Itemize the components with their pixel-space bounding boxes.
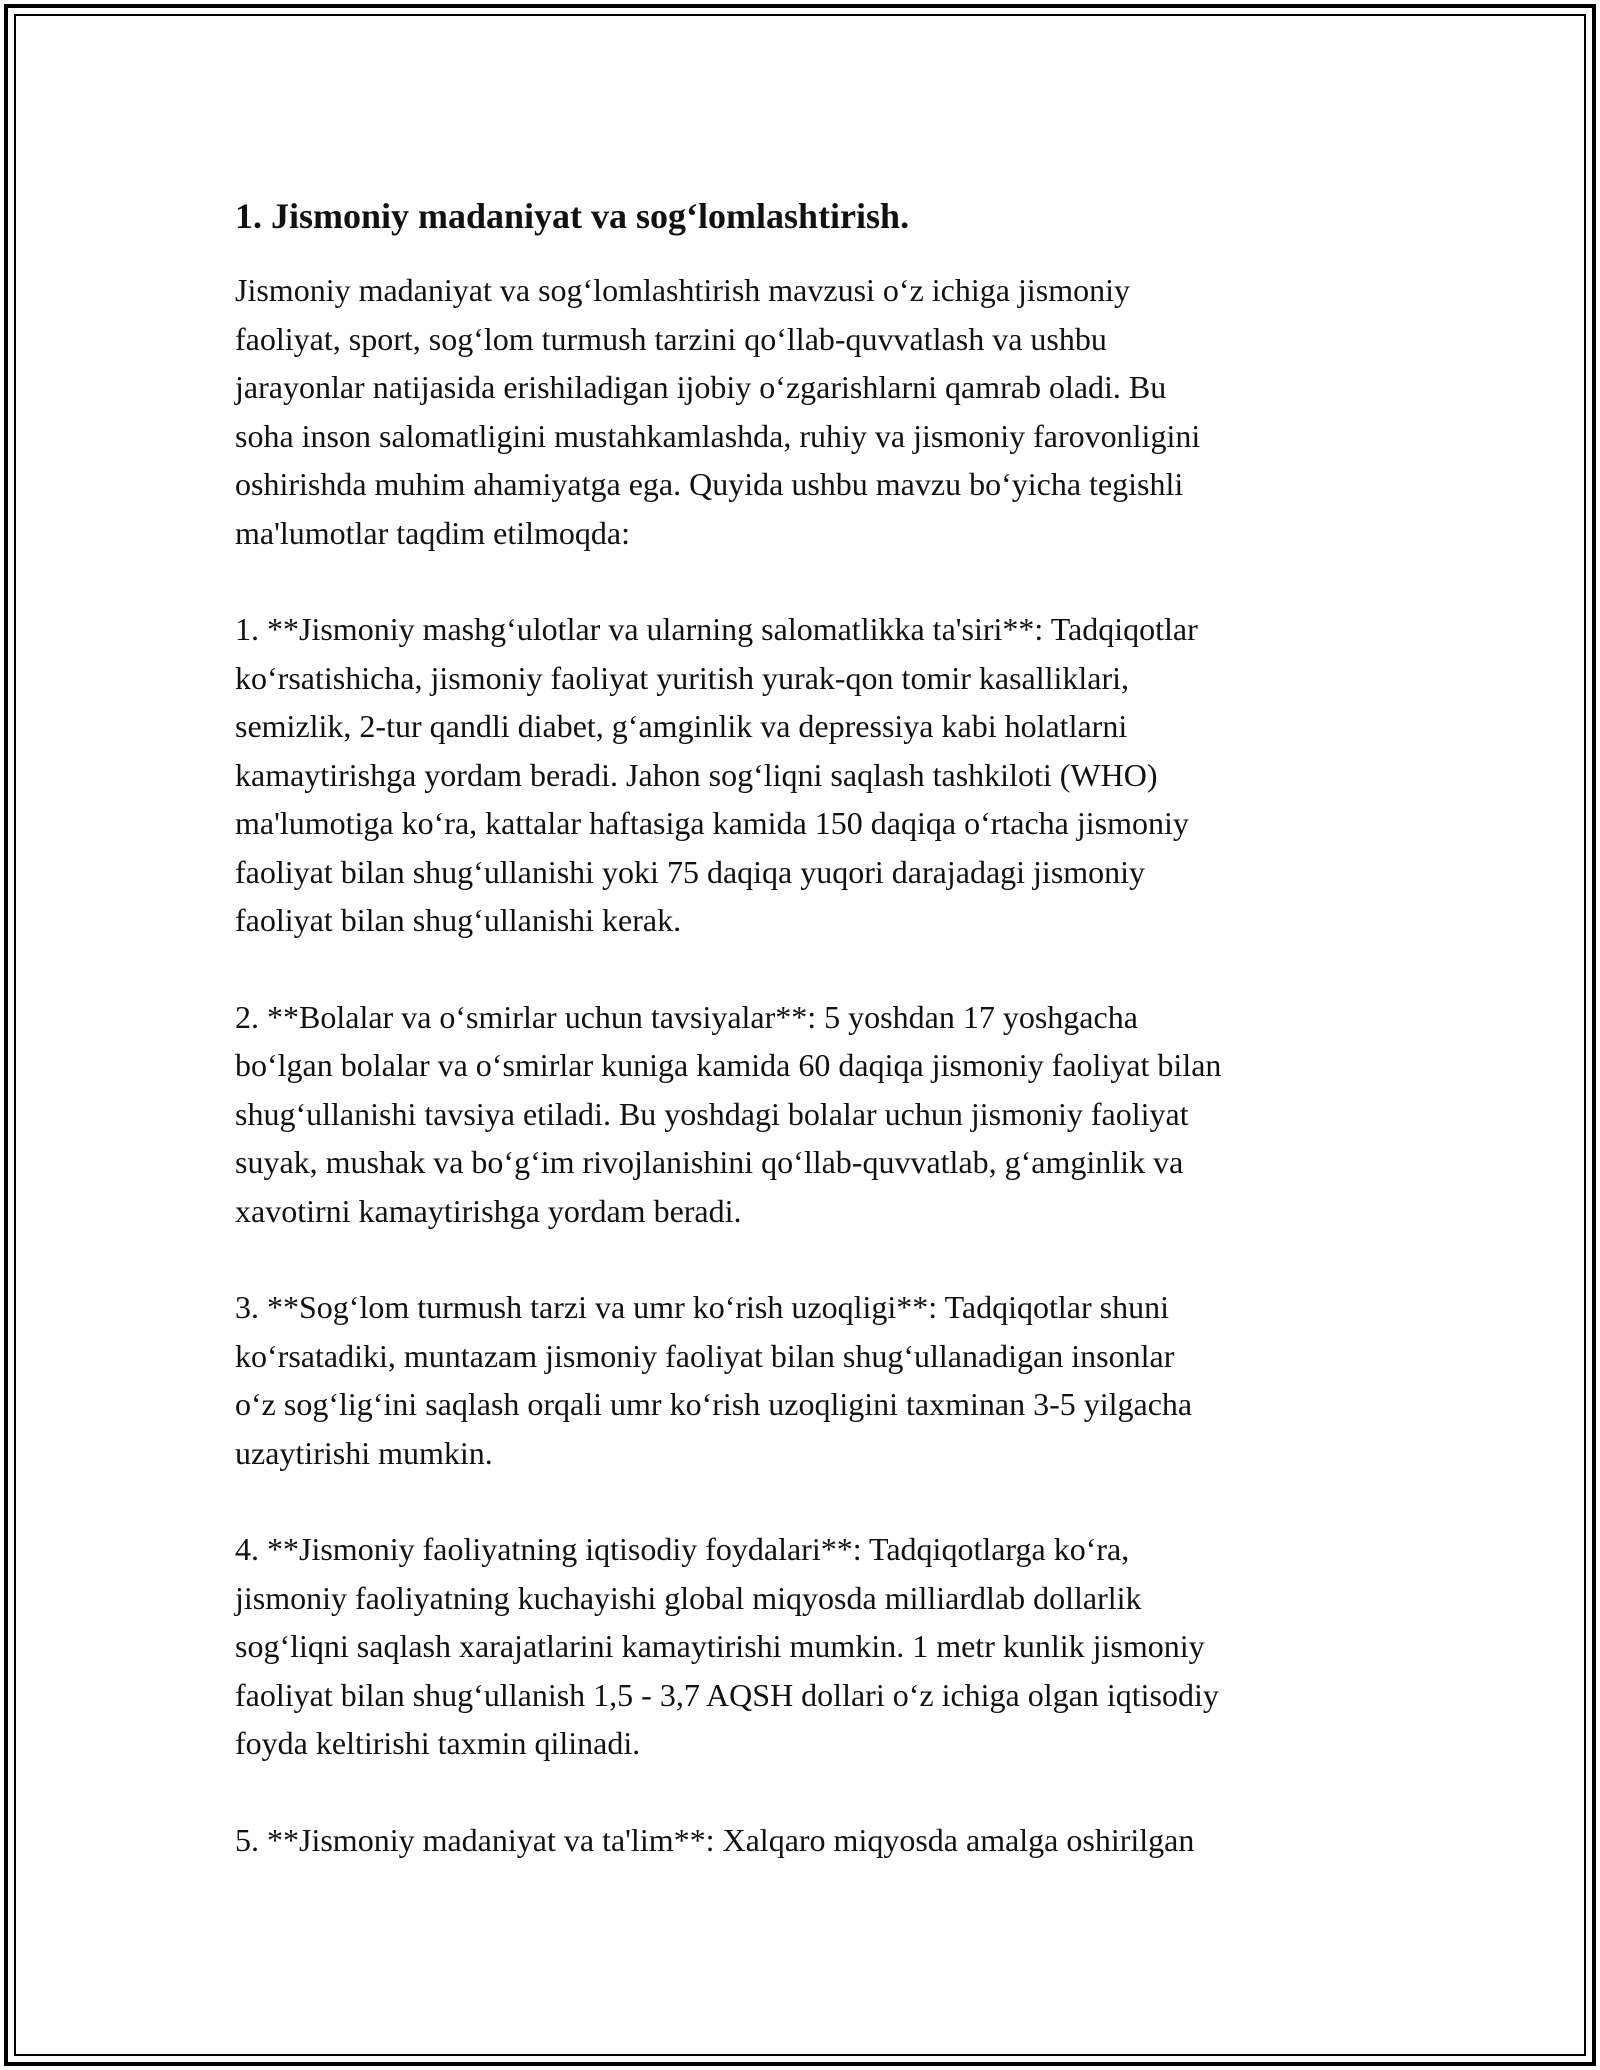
point-2-paragraph: 2. **Bolalar va o‘smirlar uchun tavsiyalar**: 5 yoshdan 17 yoshgacha bo‘lgan bolalar va o‘smirlar kuniga kamida 60 daqiqa jismoniy faoliyat bilan shug‘ullanishi tavsiya etiladi. Bu yoshdagi bolalar uchun jismoniy faoliyat suyak, mushak va bo‘g‘im rivojlanishini qo‘llab-quvvatlab, g‘amginlik va xavotirni kamaytirishga yordam beradi. [235, 998, 1222, 1229]
point-4-paragraph: 4. **Jismoniy faoliyatning iqtisodiy foydalari**: Tadqiqotlarga ko‘ra, jismoniy faoliyatning kuchayishi global miqyosda milliardlab dollarlik sog‘liqni saqlash xarajatlarini kamaytirishi mumkin. 1 metr kunlik jismoniy faoliyat bilan shug‘ullanish 1,5 - 3,7 AQSH dollari o‘z ichiga olgan iqtisodiy foyda keltirishi taxmin qilinadi. [235, 1531, 1219, 1761]
intro-paragraph: Jismoniy madaniyat va sog‘lomlashtirish mavzusi o‘z ichiga jismoniy faoliyat, sport, sog‘lom turmush tarzini qo‘llab-quvvatlash va ushbu jarayonlar natijasida erishiladigan ijobiy o‘zgarishlarni qamrab oladi. Bu soha inson salomatligini mustahkamlashda, ruhiy va jismoniy farovonligini oshirishda muhim ahamiyatga ega. Quyida ushbu mavzu bo‘yicha tegishli ma'lumotlar taqdim etilmoqda: [235, 272, 1201, 551]
point-1-paragraph: 1. **Jismoniy mashg‘ulotlar va ularning salomatlikka ta'siri**: Tadqiqotlar ko‘rsatishicha, jismoniy faoliyat yuritish yurak-qon tomir kasalliklari, semizlik, 2-tur qandli diabet, g‘amginlik va depressiya kabi holatlarni kamaytirishga yordam beradi. Jahon sog‘liqni saqlash tashkiloti (WHO) ma'lumotiga ko‘ra, kattalar haftasiga kamida 150 daqiqa o‘rtacha jismoniy faoliyat bilan shug‘ullanishi yoki 75 daqiqa yuqori darajadagi jismoniy faoliyat bilan shug‘ullanishi kerak. [235, 611, 1198, 938]
section-heading: 1. Jismoniy madaniyat va sog‘lomlashtirish. [235, 196, 910, 236]
point-5-paragraph: 5. **Jismoniy madaniyat va ta'lim**: Xalqaro miqyosda amalga oshirilgan [235, 1821, 1195, 1858]
document-body [235, 190, 1385, 1912]
point-3-paragraph: 3. **Sog‘lom turmush tarzi va umr ko‘rish uzoqligi**: Tadqiqotlar shuni ko‘rsatadiki, muntazam jismoniy faoliyat bilan shug‘ullanadigan insonlar o‘z sog‘lig‘ini saqlash orqali umr ko‘rish uzoqligini taxminan 3-5 yilgacha uzaytirishi mumkin. [235, 1289, 1193, 1471]
